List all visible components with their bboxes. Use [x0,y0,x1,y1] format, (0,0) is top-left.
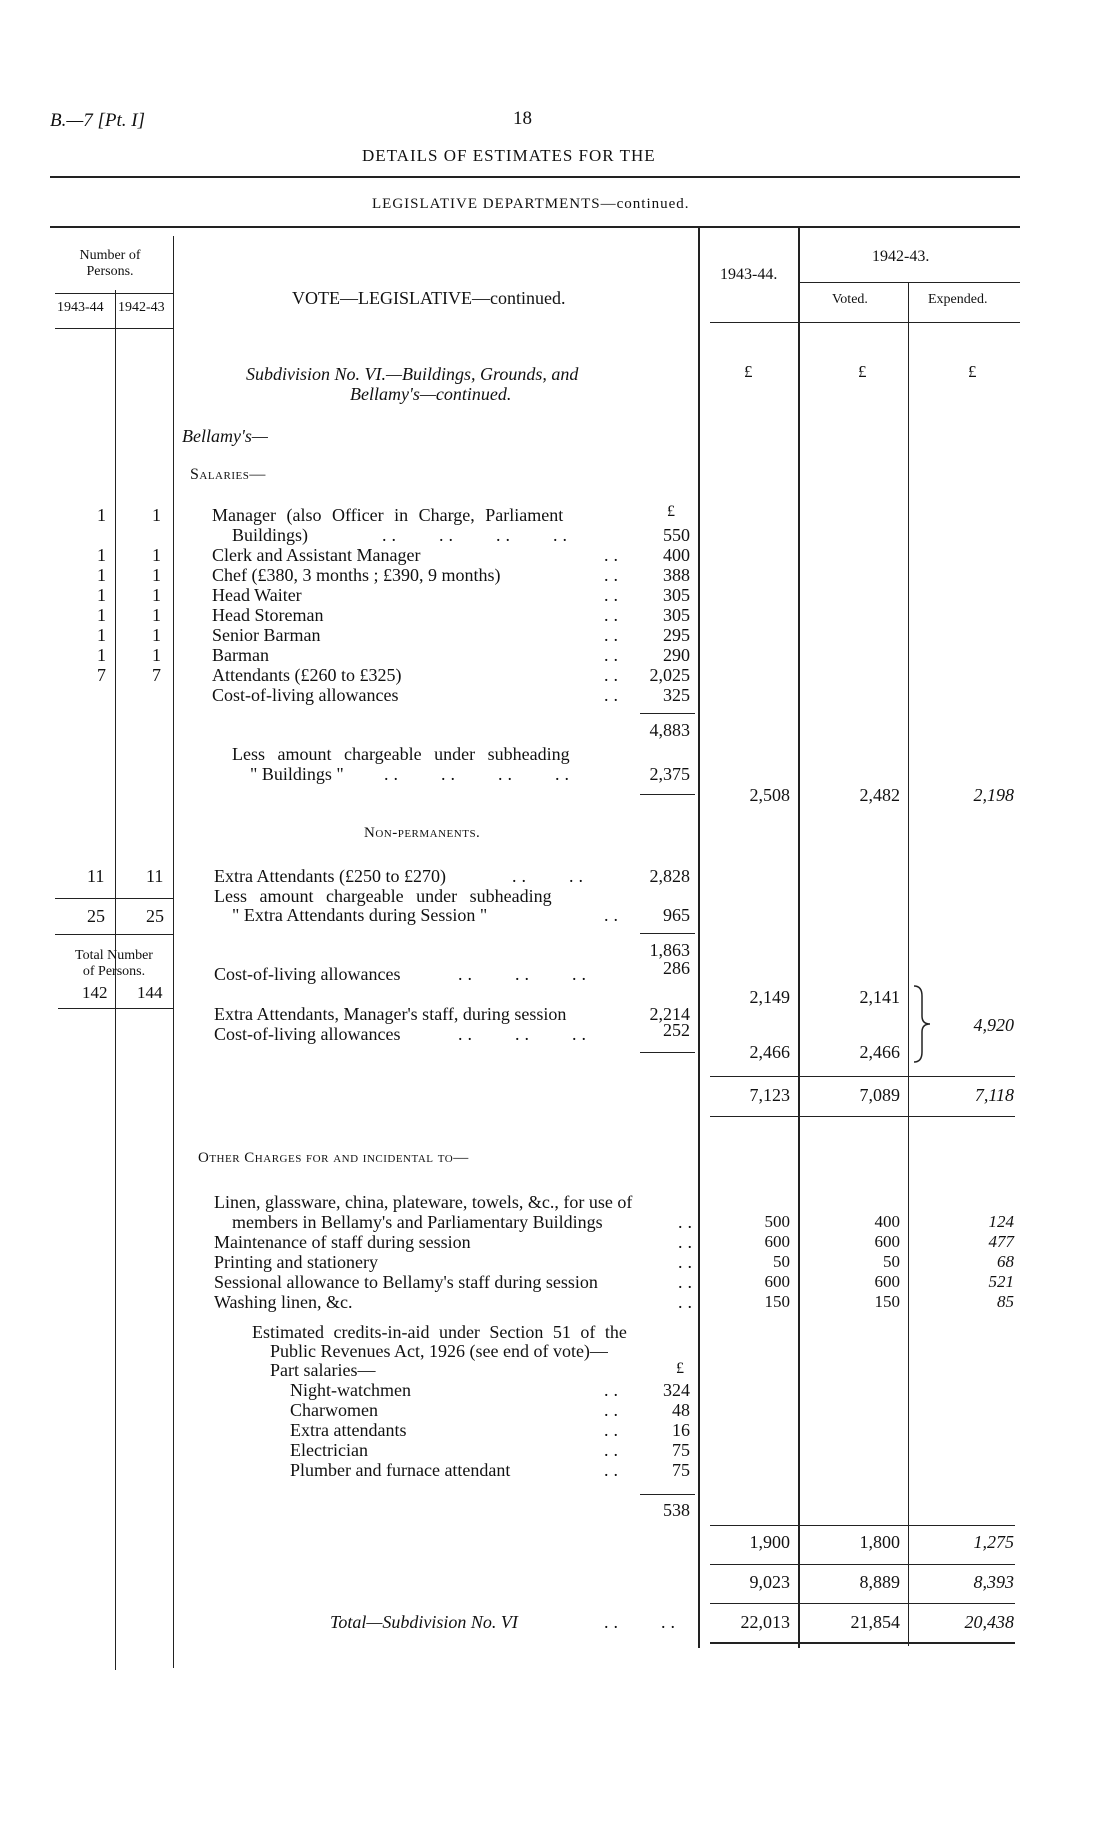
salary-label: Senior Barman [212,625,321,645]
subdivision-total-top-rule [710,1603,1015,1604]
salary-leader: .. [604,545,623,565]
less-extra-line1: Less amount chargeable under subheading [214,886,552,906]
total-persons-label2: of Persons. [82,964,146,979]
expended-col-left-rule [908,282,909,1646]
other-charge-voted: 50 [883,1252,900,1271]
salary-amount: 295 [663,625,690,645]
salary-label: Manager (also Officer in Charge, Parliament [212,505,564,525]
grand-salaries-expended: 7,118 [974,1085,1014,1105]
col-allow-1-leader: .. .. .. [458,964,591,984]
salaries-total-expended: 2,198 [973,785,1014,805]
subdivision-total-expended: 20,438 [964,1612,1014,1632]
salary-leader: .. [604,645,623,665]
salary-amount: 305 [663,605,690,625]
salary-amount: 305 [663,585,690,605]
credit-item-amount: 75 [672,1440,690,1460]
combined-total-voted: 8,889 [859,1572,900,1592]
persons-col-right-rule [173,236,174,1668]
salary-leader: .. [604,685,623,705]
salary-label: Clerk and Assistant Manager [212,545,421,565]
salary-count-1943: 1 [97,645,106,665]
col-1943-44-heading: 1943-44. [720,266,778,283]
other-total-1943: 1,900 [749,1532,790,1552]
grand-salaries-top-rule [710,1076,1015,1077]
bellamys-heading: Bellamy's— [182,426,268,446]
credit-item-label: Electrician [290,1440,368,1460]
salary-count-1942: 1 [152,545,161,565]
total-persons-rule [58,1008,173,1009]
credit-item-amount: 324 [663,1380,690,1400]
less-extra-line2: " Extra Attendants during Session " [232,905,488,925]
credit-item-label: Extra attendants [290,1420,407,1440]
np-expended-combined: 4,920 [973,1015,1014,1035]
other-total-expended: 1,275 [973,1532,1014,1552]
salary-leader: .. .. .. .. [382,525,610,545]
page-title: DETAILS OF ESTIMATES FOR THE [362,146,656,165]
salaries-sum-rule [640,713,695,714]
subdivision-total-label: Total—Subdivision No. VI [330,1612,518,1632]
total-persons-label1: Total Number [75,948,153,963]
col-1942-43-heading: 1942-43. [872,248,930,265]
other-charge-voted: 600 [874,1272,900,1291]
credit-item-leader: .. [604,1440,623,1460]
salary-count-1943: 1 [97,625,106,645]
salary-count-1942: 1 [152,505,161,525]
other-total-voted: 1,800 [859,1532,900,1552]
total-persons-n2: 144 [137,983,163,1002]
salary-leader: .. [604,565,623,585]
header-split-rule [798,282,1020,283]
salary-count-1942: 1 [152,625,161,645]
other-charge-label: Sessional allowance to Bellamy's staff during session [214,1272,598,1292]
less-extra-rule [640,933,695,934]
less-buildings-leader: .. .. .. .. [384,764,574,784]
credit-item-amount: 16 [672,1420,690,1440]
salaries-total-1943: 2,508 [749,785,790,805]
grand-salaries-bottom-rule [710,1116,1015,1117]
header-bottom-rule [710,322,1020,323]
combined-totals-top-rule [710,1564,1015,1565]
col-allow-1-amount: 286 [663,958,690,978]
other-charge-expended: 68 [997,1252,1014,1271]
combined-total-expended: 8,393 [973,1572,1014,1592]
expended-heading: Expended. [928,292,988,307]
other-charge-leader: .. [678,1252,697,1272]
salary-amount: 290 [663,645,690,665]
year-a-heading: 1943-44 [57,300,104,315]
salary-label: Cost-of-living allowances [212,685,399,705]
salary-amount: 388 [663,565,690,585]
subdivision-total-leader: .. .. [604,1612,680,1632]
extra-attendants-leader: .. .. [512,866,588,886]
part-salaries-label: Part salaries— [270,1360,376,1380]
credit-item-leader: .. [604,1420,623,1440]
subdivision-heading-line2: Bellamy's—continued. [350,384,512,404]
credit-item-leader: .. [604,1380,623,1400]
extra-attendants-n2: 11 [146,866,164,886]
extra-attendants-label: Extra Attendants (£250 to £270) [214,866,446,886]
less-buildings-amount: 2,375 [649,764,690,784]
salary-amount: 400 [663,545,690,565]
voted-col-left-rule [798,228,800,1648]
np-total-2-1943: 2,466 [749,1042,790,1062]
credits-line1: Estimated credits-in-aid under Section 51 of the [252,1322,627,1342]
other-charge-expended: 521 [988,1272,1014,1291]
other-charge-leader: .. [678,1212,697,1232]
col-allow-2-amount: 252 [663,1020,690,1040]
salary-leader: .. [604,605,623,625]
extra-attendants-amount: 2,828 [649,866,690,886]
total-persons-n1: 142 [82,983,108,1002]
other-charge-1943: 150 [764,1292,790,1311]
currency-voted: £ [858,362,867,381]
title-rule [50,176,1020,178]
subdivision-total-voted: 21,854 [850,1612,900,1632]
np-total-1-1943: 2,149 [749,987,790,1007]
credit-item-label: Charwomen [290,1400,378,1420]
col-allow-2-leader: .. .. .. [458,1024,591,1044]
col-allow-1-label: Cost-of-living allowances [214,964,401,984]
voted-heading: Voted. [832,292,868,307]
salary-count-1943: 1 [97,545,106,565]
other-totals-top-rule [710,1525,1015,1526]
section-subtitle: LEGISLATIVE DEPARTMENTS—continued. [372,196,690,212]
subdivision-heading-line1: Subdivision No. VI.—Buildings, Grounds, and [246,364,579,384]
other-charge-leader: .. [678,1232,697,1252]
other-charge-expended: 124 [988,1212,1014,1231]
credit-item-label: Plumber and furnace attendant [290,1460,511,1480]
salary-leader: .. [604,665,623,685]
salaries-total-voted: 2,482 [859,785,900,805]
salary-label: Barman [212,645,269,665]
amount-col-left-rule [698,228,700,1648]
salaries-subtotal: 4,883 [649,720,690,740]
other-charge-voted: 150 [874,1292,900,1311]
other-charge-leader: .. [678,1292,697,1312]
salary-amount: 550 [663,525,690,545]
salary-count-1942: 1 [152,585,161,605]
col-allow-2-rule [640,1052,695,1053]
np-total-1-voted: 2,141 [859,987,900,1007]
number-of-persons-heading: Number of Persons. [79,248,141,279]
less-extra-leader: .. [604,905,623,925]
other-charge-label: Maintenance of staff during session [214,1232,471,1252]
grand-salaries-voted: 7,089 [859,1085,900,1105]
combined-total-1943: 9,023 [749,1572,790,1592]
other-charge-leader: .. [678,1272,697,1292]
persons-header-bottom-rule [55,328,173,329]
currency-expended: £ [968,362,977,381]
other-charge-voted: 600 [874,1232,900,1251]
other-charge-1943: 600 [764,1272,790,1291]
currency-1943: £ [744,362,753,381]
salary-leader: .. [604,585,623,605]
persons-col-divider [115,290,116,1670]
salary-label: Head Waiter [212,585,302,605]
credit-item-label: Night-watchmen [290,1380,411,1400]
vote-title: VOTE—LEGISLATIVE—continued. [292,288,566,308]
subtitle-rule [50,226,1020,228]
np-total-2-voted: 2,466 [859,1042,900,1062]
other-charge-expended: 85 [997,1292,1014,1311]
salary-label: Attendants (£260 to £325) [212,665,402,685]
col-allow-2-label: Cost-of-living allowances [214,1024,401,1044]
less-buildings-line2: " Buildings " [250,764,344,784]
salary-count-1942: 7 [152,665,161,685]
other-charge-expended: 477 [988,1232,1014,1251]
extra-session-label: Extra Attendants, Manager's staff, during session [214,1004,567,1024]
salary-count-1942: 1 [152,565,161,585]
page-number: 18 [513,108,532,129]
salary-count-1943: 1 [97,505,106,525]
other-charge-label: Linen, glassware, china, plateware, towels, &c., for use of [214,1192,633,1212]
salary-label: Chef (£380, 3 months ; £390, 9 months) [212,565,501,585]
salary-label-cont: Buildings) [232,525,309,545]
other-charge-1943: 500 [764,1212,790,1231]
salary-count-1943: 1 [97,585,106,605]
other-charges-heading: Other Charges for and incidental to— [198,1150,469,1166]
persons-25-n1: 25 [87,906,105,926]
credits-line2: Public Revenues Act, 1926 (see end of vote)— [270,1341,608,1361]
grand-salaries-1943: 7,123 [749,1085,790,1105]
credit-item-leader: .. [604,1460,623,1480]
salaries-heading: Salaries— [190,466,266,483]
other-charge-1943: 50 [773,1252,790,1271]
salaries-currency: £ [667,503,675,520]
credits-sum-rule [640,1494,695,1495]
other-charge-label: Washing linen, &c. [214,1292,353,1312]
other-charge-label-cont: members in Bellamy's and Parliamentary Buildings [232,1212,603,1232]
subdivision-total-bottom-rule [710,1642,1015,1644]
other-charge-label: Printing and stationery [214,1252,378,1272]
np-subtotal: 1,863 [649,940,690,960]
persons-header-rule [55,293,173,294]
non-permanents-heading: Non-permanents. [364,825,481,841]
salary-amount: 325 [663,685,690,705]
salary-count-1943: 1 [97,565,106,585]
subdivision-total-1943: 22,013 [740,1612,790,1632]
persons-25-n2: 25 [146,906,164,926]
less-buildings-rule [640,794,695,795]
salary-label: Head Storeman [212,605,324,625]
document-ref: B.—7 [Pt. I] [50,110,145,131]
credit-item-amount: 48 [672,1400,690,1420]
extra-attendants-n1: 11 [87,866,105,886]
salary-amount: 2,025 [649,665,690,685]
credit-item-leader: .. [604,1400,623,1420]
year-b-heading: 1942-43 [118,300,165,315]
persons-rule-11 [55,898,173,899]
salary-count-1943: 1 [97,605,106,625]
other-charge-1943: 600 [764,1232,790,1251]
less-buildings-line1: Less amount chargeable under subheading [232,744,570,764]
salary-count-1942: 1 [152,645,161,665]
extra-session-amount: 2,214 [649,1004,690,1024]
credits-currency: £ [676,1360,684,1377]
salary-leader: .. [604,625,623,645]
less-extra-amount: 965 [663,905,690,925]
credit-item-amount: 75 [672,1460,690,1480]
credits-total: 538 [663,1500,690,1520]
other-charge-voted: 400 [874,1212,900,1231]
persons-rule-25 [55,934,173,935]
salary-count-1943: 7 [97,665,106,685]
salary-count-1942: 1 [152,605,161,625]
